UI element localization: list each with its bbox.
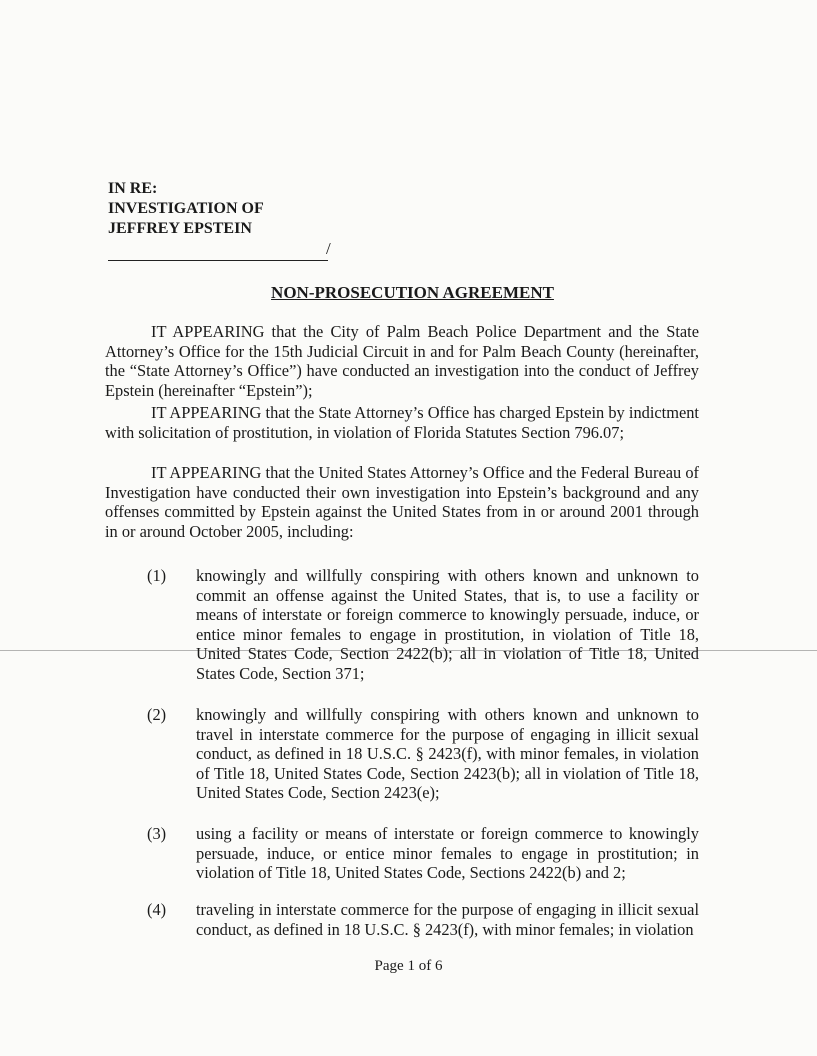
list-item (147, 705, 699, 803)
list-item-number: (3) (147, 824, 167, 843)
list-item-text: using a facility or means of interstate or foreign commerce to knowingly persuade, induce, or entice minor females to engage in prostitution; in violation of Title 18, United States Code, Sections 2422(b) and 2; (196, 824, 699, 882)
caption-line-investigation: INVESTIGATION OF (108, 200, 264, 217)
caption-line-in-re: IN RE: (108, 180, 158, 197)
list-item-text: traveling in interstate commerce for the purpose of engaging in illicit sexual conduct, as defined in 18 U.S.C. § 2423(f), with minor females; in violation (196, 900, 699, 939)
list-item-number: (4) (147, 900, 167, 919)
list-item (147, 566, 699, 683)
list-item-text: knowingly and willfully conspiring with others known and unknown to travel in interstate commerce for the purpose of engaging in illicit sexual conduct, as defined in 18 U.S.C. § 2423(f), with minor females, in violation of Title 18, United States Code, Section 2423(b); all in violation of Title 18, United States Code, Section 2423(e); (196, 705, 699, 802)
paragraph-1: IT APPEARING that the City of Palm Beach Police Department and the State Attorney’s Office for the 15th Judicial Circuit in and for Palm Beach County (hereinafter, the “State Attorney’s Office”) have conducted an investigation into the conduct of Jeffrey Epstein (hereinafter “Epstein”); (105, 322, 699, 400)
caption-line-name: JEFFREY EPSTEIN (108, 220, 252, 237)
list-item (147, 900, 699, 939)
paragraph-2: IT APPEARING that the State Attorney’s Office has charged Epstein by indictment with solicitation of prostitution, in violation of Florida Statutes Section 796.07; (105, 403, 699, 442)
list-item-text: knowingly and willfully conspiring with others known and unknown to commit an offense against the United States, that is, to use a facility or means of interstate or foreign commerce to knowingly persuade, induce, or entice minor females to engage in prostitution, in violation of Title 18, United States Code, Section 2422(b); all in violation of Title 18, United States Code, Section 371; (196, 566, 699, 683)
list-item (147, 824, 699, 883)
caption-slash: / (326, 239, 331, 258)
paragraph-3: IT APPEARING that the United States Attorney’s Office and the Federal Bureau of Investigation have conducted their own investigation into Epstein’s background and any offenses committed by Epstein against the United States from in or around 2001 through in or around October 2005, including: (105, 463, 699, 541)
document-title: NON-PROSECUTION AGREEMENT (271, 283, 554, 302)
caption-rule (108, 238, 328, 261)
case-caption (108, 179, 264, 239)
list-item-number: (2) (147, 705, 167, 724)
list-item-number: (1) (147, 566, 167, 585)
page-number: Page 1 of 6 (374, 958, 443, 974)
